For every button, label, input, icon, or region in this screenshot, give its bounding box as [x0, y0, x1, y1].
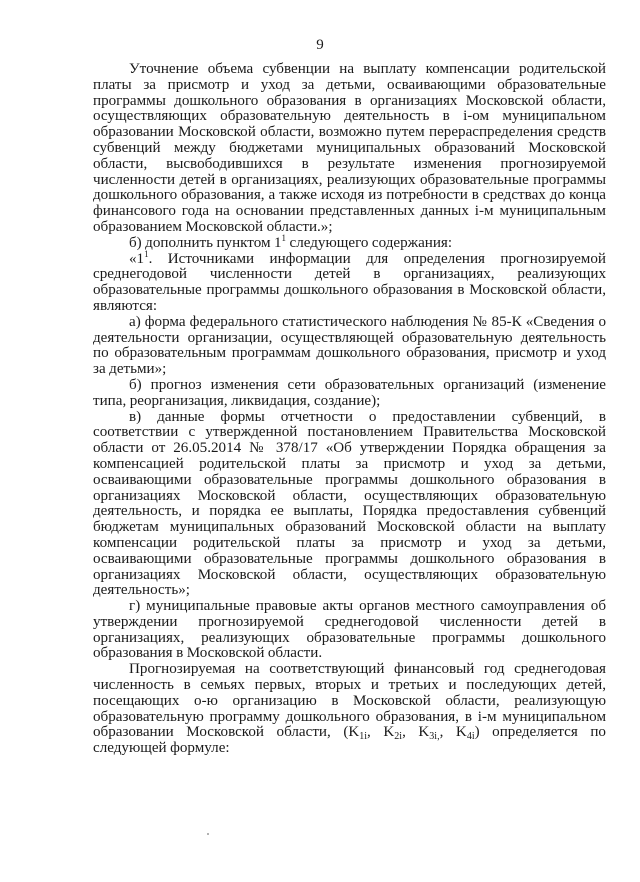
formula-symbol: $K_{1i}$, [348, 724, 371, 743]
list-item-g [93, 599, 606, 662]
formula-symbol: $K_{3i,}$, [418, 724, 444, 743]
superscript: 1 [144, 248, 149, 259]
formula-symbol: $K_{2i}$, [383, 724, 406, 743]
formula-coefficients [343, 724, 480, 743]
paragraph-text: а) форма федерального статистического наблюдения № 85-К «Сведения о деятельности организации, осуществляющей образовательную деятельность по образовательным программам дошкольного образования, присмотр и уход за детьми»; [93, 313, 606, 378]
list-item-a [93, 315, 606, 378]
paragraph-forecast-formula-intro [93, 662, 606, 757]
superscript: 1 [281, 232, 287, 243]
paragraph-text-pre: б) дополнить пунктом 1 [129, 234, 282, 251]
paragraph-subsidy-clarification [93, 62, 606, 236]
paragraph-text-post: . Источниками информации для определения прогнозируемой среднегодовой численности детей в организациях, реализующих образовательные программы дошкольного образования в Московской области, являются: [93, 250, 606, 314]
formula-close-paren: ) [474, 724, 480, 741]
formula-open-paren: ( [343, 724, 349, 741]
paragraph-text: б) прогноз изменения сети образовательных организаций (изменение типа, реорганизация, ликвидация, создание); [93, 376, 606, 409]
paragraph-text: Прогнозируемая на соответствующий финансовый год среднегодовая численность в семьях первых, вторых и третьих и последующих детей, посещающих o-ю организацию в Московской области, реализующую образовательную программу дошкольного образования, в i-м муниципальном образовании Московской области, [93, 661, 606, 741]
scan-speck [207, 833, 209, 835]
formula-symbol: $K_{4i}$ [455, 724, 475, 743]
list-item-b [93, 378, 606, 410]
paragraph-text-post: следующего содержания: [286, 234, 453, 251]
paragraph-text-pre: «1 [129, 250, 145, 267]
list-item-v [93, 410, 606, 600]
paragraph-text: Уточнение объема субвенции на выплату компенсации родительской платы за присмотр и уход за детьми, осваивающими образовательные программы дошкольного образования в организациях Московской области, осуществляющих образовательную деятельность в i-ом муниципальном образовании Московской области, возможно путем перераспределения средств субвенций между бюджетами муниципальных образований Московской области, высвободившихся в результате изменения прогнозируемой численности детей в организациях, реализующих образовательные программы дошкольного образования, а также исходя из потребности в средствах до конца финансового года на основании представленных данных i-м муниципальным образованием Московской области.»; [93, 61, 606, 235]
paragraph-point-1-1 [93, 248, 606, 315]
paragraph-text-tail: определяется по следующей формуле: [93, 724, 606, 757]
paragraph-add-point [93, 232, 606, 252]
page-number: 9 [316, 37, 324, 53]
paragraph-text: в) данные формы отчетности о предоставлении субвенций, в соответствии с утвержденной постановлением Правительства Московской области от 26.05.2014 № 378/17 «Об утверждении Порядка обращения за компенсацией родительской платы за присмотр и уход за детьми, осваивающими образовательные программы дошкольного образования в организациях Московской области, осуществляющих образовательную деятельность, и порядка ее выплаты, Порядка предоставления субвенций бюджетам муниципальных образований Московской области на выплату компенсации родительской платы за присмотр и уход за детьми, осваивающими образовательные программы дошкольного образования в организациях Московской области, осуществляющих образовательную деятельность»; [93, 408, 606, 599]
body-text [93, 62, 606, 757]
paragraph-text: г) муниципальные правовые акты органов местного самоуправления об утверждении прогнозируемой среднегодовой численности детей в организациях, реализующих образовательные программы дошкольного образования в Московской области. [93, 598, 606, 662]
